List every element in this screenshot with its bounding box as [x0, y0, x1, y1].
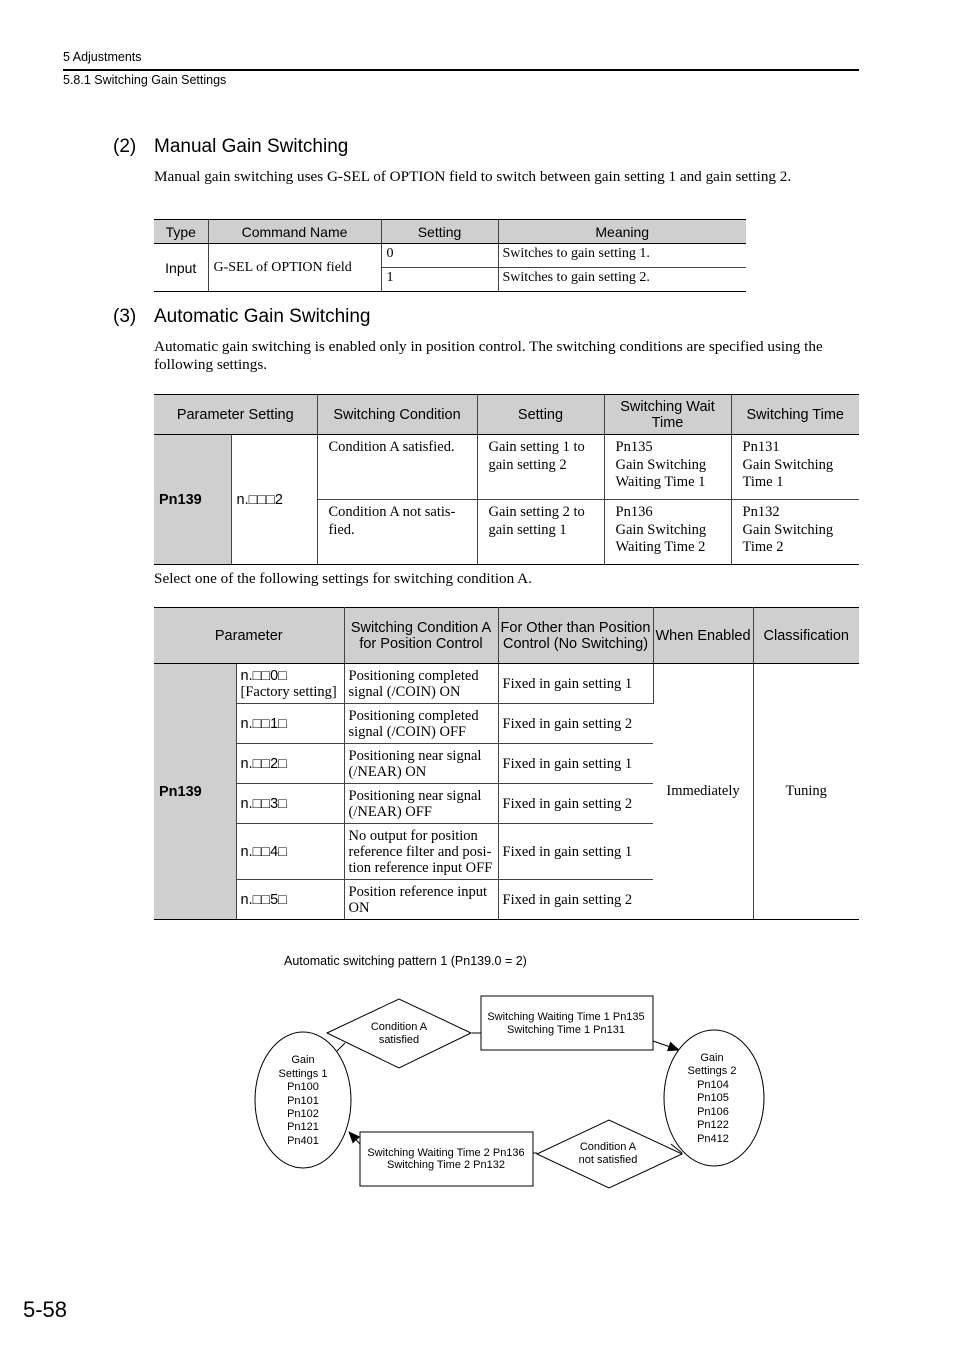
setting-cell: 1 — [381, 268, 498, 292]
value-cell: n.□□5□ — [236, 880, 344, 920]
diagram-title: Automatic switching pattern 1 (Pn139.0 = 2) — [284, 954, 527, 968]
header-switching-condition: Switching Condition — [317, 395, 477, 435]
gain-1-param: Pn100 — [287, 1081, 319, 1093]
select-condition-text: Select one of the following settings for switching condition A. — [154, 570, 532, 587]
condition-satisfied-label: satisfied — [378, 1034, 420, 1046]
value-cell: n.□□4□ — [236, 824, 344, 880]
meaning-cell: Switches to gain setting 1. — [498, 244, 746, 268]
auto-paragraph: Automatic gain switching is enabled only in position control. The switching conditions are specified using the following settings. — [154, 338, 823, 373]
condition-cell: No output for position reference filter and posi-tion reference input OFF — [344, 824, 498, 880]
other-cell: Fixed in gain setting 1 — [498, 744, 653, 784]
condition-cell: Positioning completed signal (/COIN) OFF — [344, 704, 498, 744]
gain-1-label: Settings 1 — [278, 1068, 328, 1080]
chapter-header: 5 Adjustments — [63, 50, 142, 64]
header-command-name: Command Name — [208, 220, 381, 244]
header-when-enabled: When Enabled — [653, 608, 753, 664]
other-cell: Fixed in gain setting 1 — [498, 824, 653, 880]
setting-cell: 0 — [381, 244, 498, 268]
wait-time-2-label: Switching Waiting Time 2 Pn136 — [367, 1147, 525, 1159]
wait-time-cell: Pn136 Gain Switching Waiting Time 2 — [604, 500, 731, 565]
condition-cell: Positioning near signal (/NEAR) ON — [344, 744, 498, 784]
switching-time-cell: Pn131 Gain Switching Time 1 — [731, 435, 859, 500]
value-cell: n.□□1□ — [236, 704, 344, 744]
value-cell: n.□□2□ — [236, 744, 344, 784]
gain-2-param: Pn412 — [697, 1133, 729, 1145]
auto-heading: Automatic Gain Switching — [154, 306, 371, 327]
condition-cell: Positioning near signal (/NEAR) OFF — [344, 784, 498, 824]
page-number: 5-58 — [23, 1297, 68, 1322]
command-cell: G-SEL of OPTION field — [208, 244, 381, 292]
gain-1-param: Pn102 — [287, 1108, 319, 1120]
header-rule — [63, 69, 859, 71]
gain-1-param: Pn121 — [287, 1121, 319, 1133]
when-enabled-cell: Immediately — [653, 664, 753, 920]
auto-gain-table — [154, 394, 859, 565]
condition-cell: Position reference input ON — [344, 880, 498, 920]
switching-time-1-box — [481, 996, 653, 1050]
wait-time-1-label: Switching Waiting Time 1 Pn135 — [487, 1011, 645, 1023]
header-condition-a: Switching Condition A for Position Control — [344, 608, 498, 664]
auto-heading-number: (3) — [113, 306, 137, 327]
other-cell: Fixed in gain setting 2 — [498, 704, 653, 744]
type-cell: Input — [154, 244, 208, 292]
gain-1-param: Pn401 — [287, 1135, 319, 1147]
header-switching-time: Switching Time — [731, 395, 859, 435]
header-setting: Setting — [477, 395, 604, 435]
switch-time-2-label: Switching Time 2 Pn132 — [386, 1159, 506, 1171]
parameter-value-cell: n.□□□2 — [231, 435, 317, 565]
manual-heading-number: (2) — [113, 136, 137, 157]
header-parameter-setting: Parameter Setting — [154, 395, 317, 435]
header-setting: Setting — [381, 220, 498, 244]
condition-satisfied-label: Condition A — [370, 1021, 428, 1033]
gain-1-param: Pn101 — [287, 1095, 319, 1107]
arrow-to-gain-1 — [349, 1132, 360, 1144]
section-header: 5.8.1 Switching Gain Settings — [63, 73, 227, 87]
manual-paragraph: Manual gain switching uses G-SEL of OPTION field to switch between gain setting 1 and gain setting 2. — [154, 168, 792, 185]
header-other-than-position: For Other than Position Control (No Switching) — [498, 608, 653, 664]
parameter-cell: Pn139 — [154, 435, 231, 565]
gain-2-param: Pn106 — [697, 1106, 729, 1118]
connector-line — [337, 1043, 345, 1051]
switching-time-cell: Pn132 Gain Switching Time 2 — [731, 500, 859, 565]
other-cell: Fixed in gain setting 2 — [498, 784, 653, 824]
setting-cell: Gain setting 1 to gain setting 2 — [477, 435, 604, 500]
other-cell: Fixed in gain setting 1 — [498, 664, 653, 704]
switch-time-1-label: Switching Time 1 Pn131 — [506, 1024, 626, 1036]
condition-cell: Condition A not satis-fied. — [317, 500, 477, 565]
value-cell: n.□□0□ [Factory setting] — [236, 664, 344, 704]
gain-2-param: Pn104 — [697, 1079, 729, 1091]
wait-time-cell: Pn135 Gain Switching Waiting Time 1 — [604, 435, 731, 500]
condition-cell: Positioning completed signal (/COIN) ON — [344, 664, 498, 704]
condition-cell: Condition A satisfied. — [317, 435, 477, 500]
header-switching-wait-time: Switching Wait Time — [604, 395, 731, 435]
manual-gain-table — [154, 219, 746, 292]
gain-2-param: Pn122 — [697, 1119, 729, 1131]
other-cell: Fixed in gain setting 2 — [498, 880, 653, 920]
arrow-to-gain-2 — [653, 1041, 679, 1050]
parameter-cell: Pn139 — [154, 664, 236, 920]
header-meaning: Meaning — [498, 220, 746, 244]
header-classification: Classification — [753, 608, 859, 664]
value-cell: n.□□3□ — [236, 784, 344, 824]
condition-a-table — [154, 607, 859, 920]
setting-cell: Gain setting 2 to gain setting 1 — [477, 500, 604, 565]
gain-1-label: Gain — [291, 1054, 315, 1066]
gain-2-label: Gain — [700, 1052, 724, 1064]
condition-not-satisfied-label: Condition A — [579, 1141, 637, 1153]
classification-cell: Tuning — [753, 664, 859, 920]
gain-2-param: Pn105 — [697, 1092, 729, 1104]
gain-2-label: Settings 2 — [687, 1065, 737, 1077]
condition-not-satisfied-label: not satisfied — [578, 1154, 638, 1166]
header-parameter: Parameter — [154, 608, 344, 664]
header-type: Type — [154, 220, 208, 244]
meaning-cell: Switches to gain setting 2. — [498, 268, 746, 292]
manual-heading: Manual Gain Switching — [154, 136, 349, 157]
switching-diagram — [250, 990, 770, 1200]
